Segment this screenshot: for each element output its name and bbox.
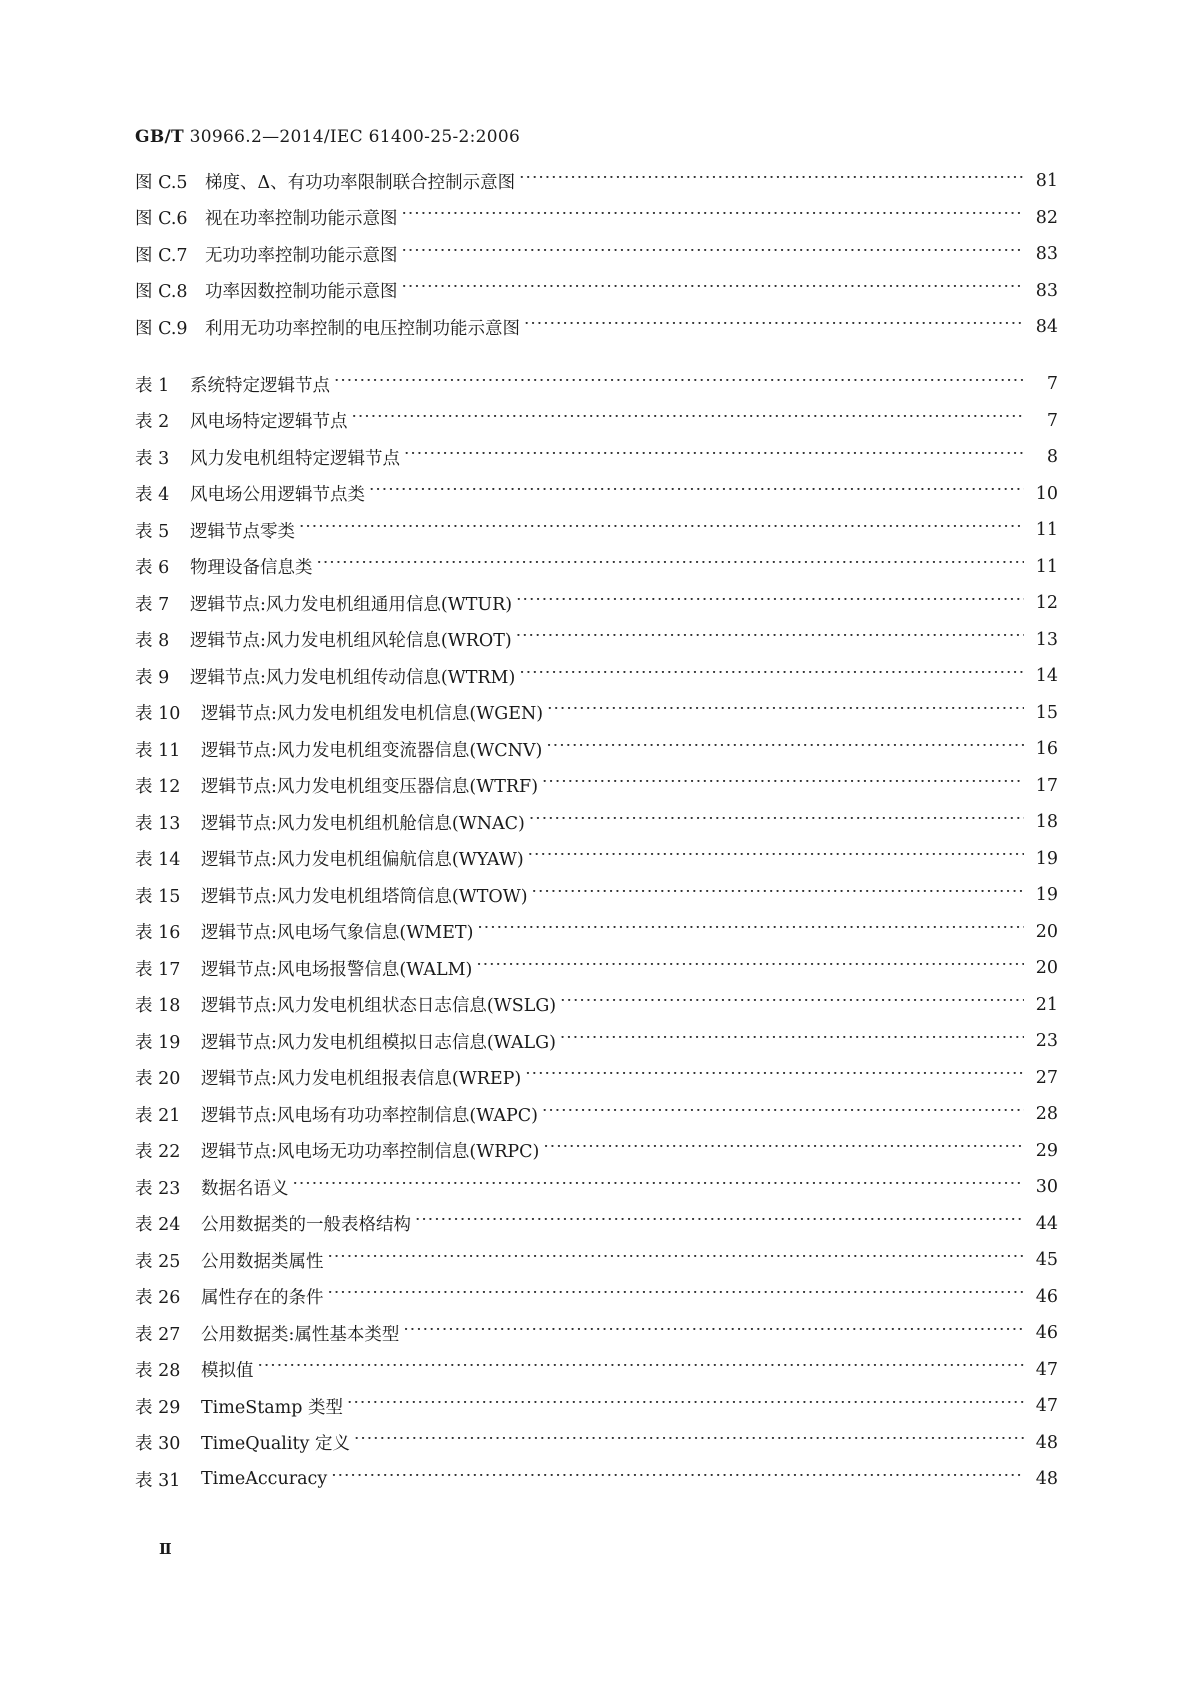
table-entry-page: 17: [1035, 775, 1058, 796]
dot-leader: [525, 1072, 1024, 1090]
figure-entry-number: 图 C.5: [135, 172, 188, 193]
table-entry-page: 45: [1035, 1250, 1058, 1271]
table-entry-number: 表 7: [135, 594, 170, 615]
dot-leader: [477, 926, 1024, 944]
dot-leader: [258, 1364, 1025, 1382]
dot-leader: [317, 561, 1025, 579]
table-entry[interactable]: [135, 1352, 1058, 1389]
figure-entry-number: 图 C.8: [135, 282, 188, 303]
table-entry[interactable]: [135, 804, 1058, 841]
figure-entry-title: 梯度、Δ、有功功率限制联合控制示意图: [205, 172, 516, 193]
dot-leader: [516, 634, 1024, 652]
figure-entry[interactable]: [135, 309, 1058, 346]
dot-leader: [402, 249, 1025, 267]
table-entry[interactable]: [135, 1242, 1058, 1279]
dot-leader: [402, 212, 1025, 230]
dot-leader: [404, 452, 1024, 470]
table-entry-title: 逻辑节点:风力发电机组发电机信息(WGEN): [201, 704, 544, 725]
standard-code: GB/T: [135, 127, 184, 147]
table-entry[interactable]: [135, 658, 1058, 695]
table-entry-number: 表 16: [135, 923, 181, 944]
table-entry-title: 逻辑节点:风力发电机组状态日志信息(WSLG): [201, 996, 557, 1017]
figure-entry[interactable]: [135, 273, 1058, 310]
dot-leader: [516, 598, 1024, 616]
table-entry-number: 表 26: [135, 1288, 181, 1309]
table-entry-number: 表 15: [135, 886, 181, 907]
dot-leader: [403, 1328, 1024, 1346]
table-entry-page: 15: [1035, 702, 1058, 723]
table-entry[interactable]: [135, 914, 1058, 951]
dot-leader: [560, 1036, 1024, 1054]
table-entry[interactable]: [135, 768, 1058, 805]
table-entry-number: 表 5: [135, 521, 170, 542]
table-entry-number: 表 18: [135, 996, 181, 1017]
figure-entry-number: 图 C.7: [135, 245, 188, 266]
dot-leader: [331, 1474, 1024, 1492]
table-entry[interactable]: [135, 1315, 1058, 1352]
figure-entry-number: 图 C.9: [135, 318, 188, 339]
figure-entry-page: 83: [1035, 280, 1058, 301]
table-entry-number: 表 11: [135, 740, 181, 761]
table-entry-page: 30: [1035, 1177, 1058, 1198]
dot-leader: [560, 999, 1024, 1017]
figure-entry-number: 图 C.6: [135, 209, 188, 230]
table-entry-title: TimeQuality 定义: [201, 1434, 350, 1455]
table-list: [135, 366, 1058, 1498]
dot-leader: [293, 1182, 1025, 1200]
table-entry-number: 表 6: [135, 558, 170, 579]
table-entry-title: TimeStamp 类型: [201, 1397, 344, 1418]
table-entry-title: 逻辑节点零类: [190, 521, 295, 542]
dot-leader: [476, 963, 1024, 981]
dot-leader: [542, 780, 1024, 798]
table-entry-number: 表 25: [135, 1251, 181, 1272]
dot-leader: [354, 1437, 1024, 1455]
table-entry-page: 11: [1035, 556, 1058, 577]
table-entry[interactable]: [135, 403, 1058, 440]
dot-leader: [529, 817, 1024, 835]
figure-entry-title: 利用无功功率控制的电压控制功能示意图: [205, 318, 520, 339]
table-entry[interactable]: [135, 731, 1058, 768]
dot-leader: [352, 415, 1025, 433]
figure-entry[interactable]: [135, 236, 1058, 273]
table-entry-number: 表 20: [135, 1069, 181, 1090]
table-entry[interactable]: [135, 1279, 1058, 1316]
table-entry-page: 29: [1035, 1140, 1058, 1161]
table-entry[interactable]: [135, 1425, 1058, 1462]
table-entry-number: 表 8: [135, 631, 170, 652]
table-entry-page: 20: [1035, 921, 1058, 942]
figure-entry[interactable]: [135, 163, 1058, 200]
table-entry[interactable]: [135, 950, 1058, 987]
table-entry[interactable]: [135, 841, 1058, 878]
table-entry-page: 21: [1035, 994, 1058, 1015]
figure-entry[interactable]: [135, 200, 1058, 237]
table-entry-page: 18: [1035, 812, 1058, 833]
dot-leader: [524, 322, 1024, 340]
table-entry-title: 逻辑节点:风力发电机组通用信息(WTUR): [190, 594, 513, 615]
figure-entry-page: 82: [1035, 207, 1058, 228]
table-entry[interactable]: [135, 512, 1058, 549]
table-entry-page: 7: [1046, 410, 1058, 431]
table-entry-number: 表 21: [135, 1105, 181, 1126]
dot-leader: [532, 890, 1024, 908]
table-entry[interactable]: [135, 695, 1058, 732]
table-entry-page: 10: [1035, 483, 1058, 504]
figure-entry-title: 视在功率控制功能示意图: [205, 209, 398, 230]
table-entry-title: 逻辑节点:风力发电机组偏航信息(WYAW): [201, 850, 524, 871]
table-entry-title: 公用数据类:属性基本类型: [201, 1324, 400, 1345]
table-entry[interactable]: [135, 987, 1058, 1024]
table-entry-title: 逻辑节点:风力发电机组变流器信息(WCNV): [201, 740, 543, 761]
table-entry-page: 47: [1035, 1396, 1058, 1417]
table-entry-title: 逻辑节点:风力发电机组模拟日志信息(WALG): [201, 1032, 556, 1053]
table-entry-title: 风力发电机组特定逻辑节点: [190, 448, 400, 469]
table-entry-number: 表 17: [135, 959, 181, 980]
dot-leader: [547, 707, 1024, 725]
dot-leader: [543, 1145, 1024, 1163]
table-entry-page: 14: [1035, 666, 1058, 687]
figure-entry-title: 无功功率控制功能示意图: [205, 245, 398, 266]
table-entry-title: 逻辑节点:风电场气象信息(WMET): [201, 923, 474, 944]
table-entry-page: 8: [1046, 447, 1058, 468]
table-entry[interactable]: [135, 476, 1058, 513]
table-entry[interactable]: [135, 1388, 1058, 1425]
dot-leader: [528, 853, 1024, 871]
table-entry-page: 46: [1035, 1286, 1058, 1307]
table-entry-title: 模拟值: [201, 1361, 254, 1382]
table-entry-number: 表 1: [135, 375, 170, 396]
standard-number: 30966.2—2014/IEC 61400-25-2:2006: [189, 127, 521, 147]
table-entry[interactable]: [135, 1169, 1058, 1206]
dot-leader: [542, 1109, 1024, 1127]
table-entry-page: 13: [1035, 629, 1058, 650]
table-entry[interactable]: [135, 1206, 1058, 1243]
table-entry-title: 风电场特定逻辑节点: [190, 412, 348, 433]
dot-leader: [369, 488, 1024, 506]
table-entry-title: 逻辑节点:风力发电机组传动信息(WTRM): [190, 667, 516, 688]
table-entry-number: 表 2: [135, 412, 170, 433]
table-entry-page: 47: [1035, 1359, 1058, 1380]
table-entry-page: 28: [1035, 1104, 1058, 1125]
dot-leader: [299, 525, 1024, 543]
table-entry-number: 表 4: [135, 485, 170, 506]
table-entry-number: 表 27: [135, 1324, 181, 1345]
table-entry-page: 20: [1035, 958, 1058, 979]
document-header: [135, 127, 520, 147]
table-entry-page: 48: [1035, 1432, 1058, 1453]
table-entry-page: 44: [1035, 1213, 1058, 1234]
figure-entry-title: 功率因数控制功能示意图: [205, 282, 398, 303]
table-entry-title: 逻辑节点:风电场报警信息(WALM): [201, 959, 473, 980]
table-entry-number: 表 13: [135, 813, 181, 834]
table-entry-number: 表 14: [135, 850, 181, 871]
dot-leader: [328, 1291, 1025, 1309]
table-entry[interactable]: [135, 877, 1058, 914]
figure-entry-page: 84: [1035, 317, 1058, 338]
table-entry-page: 23: [1035, 1031, 1058, 1052]
table-entry-number: 表 22: [135, 1142, 181, 1163]
table-entry-page: 16: [1035, 739, 1058, 760]
table-entry-title: 逻辑节点:风力发电机组风轮信息(WROT): [190, 631, 512, 652]
table-entry[interactable]: [135, 1060, 1058, 1097]
figure-entry-page: 81: [1035, 171, 1058, 192]
table-entry-number: 表 30: [135, 1434, 181, 1455]
table-entry-number: 表 3: [135, 448, 170, 469]
table-entry-page: 11: [1035, 520, 1058, 541]
table-entry-title: 数据名语义: [201, 1178, 289, 1199]
figure-entry-page: 83: [1035, 244, 1058, 265]
table-entry-number: 表 12: [135, 777, 181, 798]
table-entry-title: 逻辑节点:风力发电机组塔筒信息(WTOW): [201, 886, 528, 907]
table-entry-title: 逻辑节点:风电场有功功率控制信息(WAPC): [201, 1105, 538, 1126]
table-entry[interactable]: [135, 585, 1058, 622]
table-entry[interactable]: [135, 622, 1058, 659]
figure-list: [135, 163, 1058, 346]
table-entry-page: 12: [1035, 593, 1058, 614]
dot-leader: [519, 671, 1024, 689]
table-entry-page: 27: [1035, 1067, 1058, 1088]
table-entry-title: TimeAccuracy: [201, 1469, 328, 1490]
table-entry-number: 表 19: [135, 1032, 181, 1053]
table-entry-number: 表 10: [135, 704, 181, 725]
dot-leader: [415, 1218, 1024, 1236]
table-entry-page: 46: [1035, 1323, 1058, 1344]
table-entry-title: 逻辑节点:风力发电机组变压器信息(WTRF): [201, 777, 539, 798]
dot-leader: [402, 285, 1025, 303]
dot-leader: [328, 1255, 1025, 1273]
table-entry-title: 逻辑节点:风力发电机组报表信息(WREP): [201, 1069, 522, 1090]
table-entry-page: 19: [1035, 848, 1058, 869]
table-entry-page: 48: [1035, 1469, 1058, 1490]
table-entry[interactable]: [135, 1133, 1058, 1170]
table-entry-number: 表 28: [135, 1361, 181, 1382]
dot-leader: [334, 379, 1024, 397]
dot-leader: [347, 1401, 1024, 1419]
table-entry-title: 公用数据类属性: [201, 1251, 324, 1272]
dot-leader: [546, 744, 1024, 762]
table-entry[interactable]: [135, 366, 1058, 403]
table-entry[interactable]: [135, 1023, 1058, 1060]
table-entry-title: 属性存在的条件: [201, 1288, 324, 1309]
table-entry-number: 表 29: [135, 1397, 181, 1418]
table-entry-number: 表 24: [135, 1215, 181, 1236]
table-entry[interactable]: [135, 1096, 1058, 1133]
table-entry-title: 系统特定逻辑节点: [190, 375, 330, 396]
table-entry-title: 逻辑节点:风电场无功功率控制信息(WRPC): [201, 1142, 540, 1163]
table-entry-number: 表 23: [135, 1178, 181, 1199]
table-entry-title: 风电场公用逻辑节点类: [190, 485, 365, 506]
table-entry[interactable]: [135, 1461, 1058, 1498]
table-entry-page: 7: [1046, 374, 1058, 395]
table-entry-title: 逻辑节点:风力发电机组机舱信息(WNAC): [201, 813, 525, 834]
page-number: Ⅱ: [159, 1540, 172, 1558]
table-entry[interactable]: [135, 439, 1058, 476]
dot-leader: [519, 176, 1024, 194]
table-entry-page: 19: [1035, 885, 1058, 906]
table-entry-title: 物理设备信息类: [190, 558, 313, 579]
table-entry-title: 公用数据类的一般表格结构: [201, 1215, 411, 1236]
table-entry-number: 表 9: [135, 667, 170, 688]
table-entry-number: 表 31: [135, 1470, 181, 1491]
table-entry[interactable]: [135, 549, 1058, 586]
